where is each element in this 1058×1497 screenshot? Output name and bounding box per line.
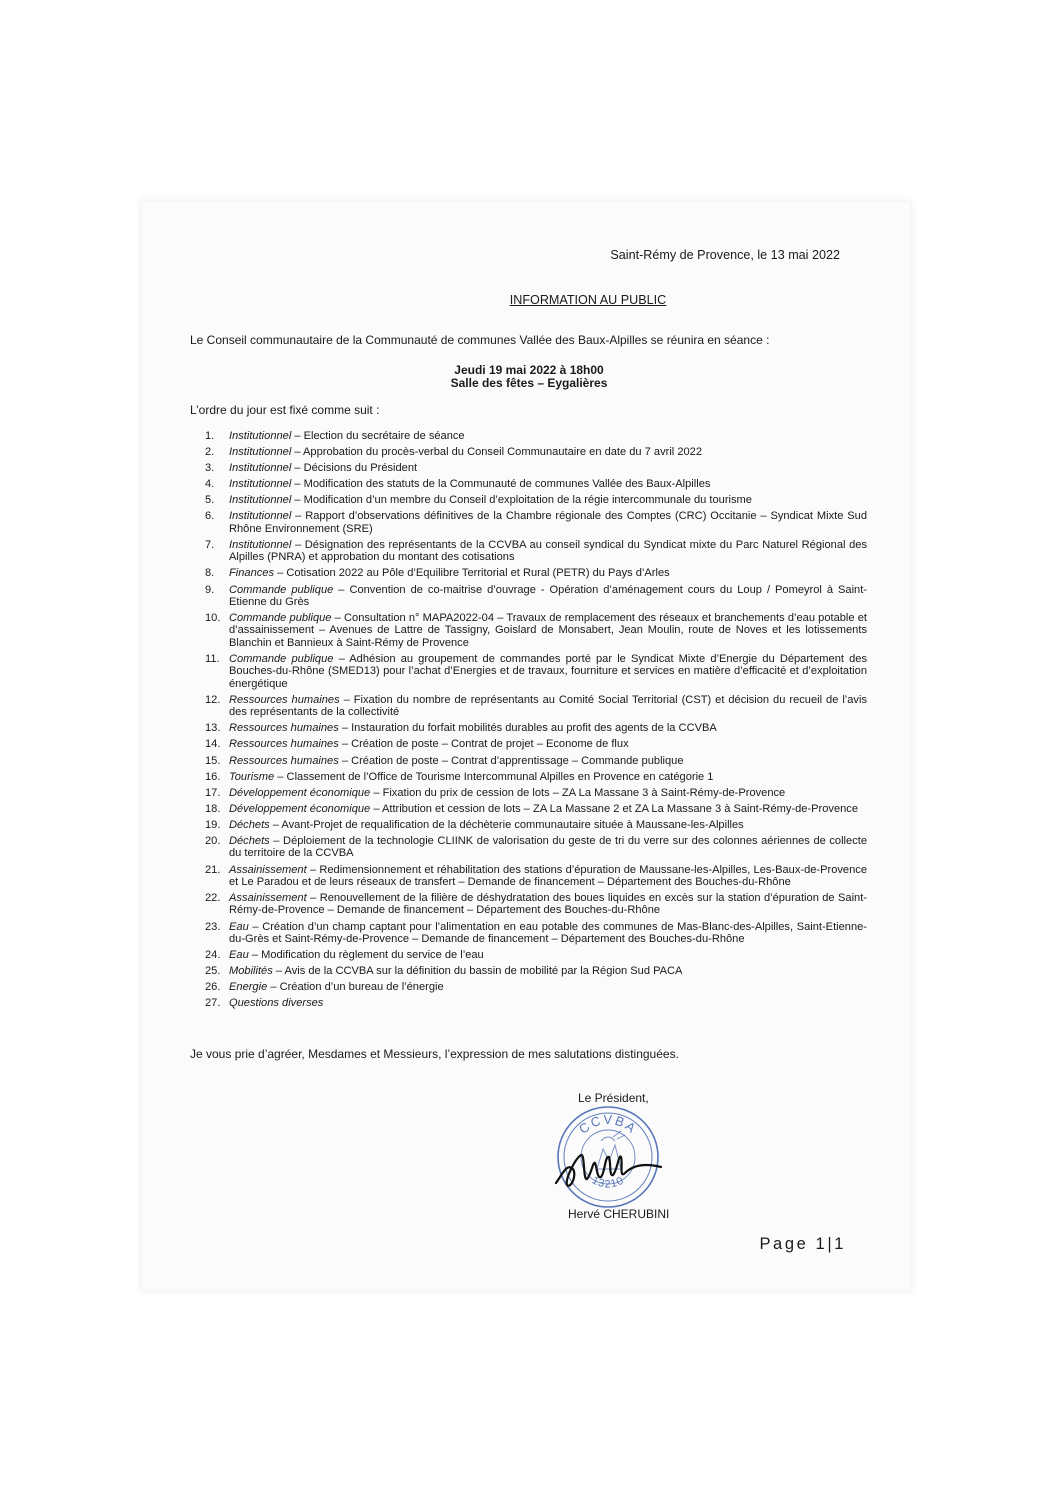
agenda-item-category: Ressources humaines bbox=[229, 693, 340, 706]
agenda-item-number: 21. bbox=[205, 863, 221, 876]
agenda-item-text: – Fixation du nombre de représentants au Comité Social Territorial (CST) et décision du recueil de l’avis des représentants de la collectivité bbox=[229, 693, 867, 719]
svg-text:CCVBA bbox=[576, 1112, 640, 1137]
agenda-item-text: – Modification d’un membre du Conseil d’exploitation de la régie intercommunale du tourisme bbox=[291, 494, 752, 507]
agenda-item-category: Développement économique bbox=[229, 786, 371, 799]
agenda-item-number: 24. bbox=[205, 949, 221, 962]
agenda-item-category: Institutionnel bbox=[229, 478, 292, 491]
agenda-item-number: 11. bbox=[205, 652, 220, 665]
agenda-item bbox=[205, 430, 867, 442]
agenda-item-text: – Modification des statuts de la Communauté de communes Vallée des Baux-Alpilles bbox=[291, 478, 711, 491]
agenda-item bbox=[205, 612, 867, 649]
agenda-item-category: Déchets bbox=[229, 835, 270, 848]
agenda-item-category: Energie bbox=[229, 981, 268, 994]
agenda-item bbox=[205, 462, 867, 474]
agenda-item-text: – Rapport d’observations définitives de la Chambre régionale des Comptes (CRC) Occitanie – Syndicat Mixte Sud Rhône Environnement (SRE) bbox=[229, 510, 867, 535]
agenda-item-text: – Désignation des représentants de la CCVBA au conseil syndical du Syndicat mixte du Parc Naturel Régional des Alpilles (PNRA) et approbation du montant des cotisations bbox=[229, 538, 867, 564]
agenda-item bbox=[205, 892, 867, 917]
agenda-item-number: 27. bbox=[205, 997, 221, 1010]
agenda-item-number: 4. bbox=[205, 478, 215, 491]
agenda-item bbox=[205, 835, 867, 860]
agenda-item-category: Questions diverses bbox=[229, 997, 324, 1010]
agenda-item-text: – Cotisation 2022 au Pôle d’Equilibre Territorial et Rural (PETR) du Pays d’Arles bbox=[274, 567, 670, 580]
agenda-item bbox=[205, 819, 867, 831]
agenda-item bbox=[205, 949, 867, 961]
agenda-item-text: – Avant-Projet de requalification de la déchèterie communautaire située à Maussane-les-Alpilles bbox=[269, 818, 744, 831]
agenda-item-number: 9. bbox=[205, 583, 215, 596]
agenda-item-number: 23. bbox=[205, 920, 221, 933]
agenda-item-number: 22. bbox=[205, 892, 221, 905]
stamp-top-text: CCVBA bbox=[575, 1111, 641, 1137]
agenda-item-number: 26. bbox=[205, 981, 221, 994]
intro-paragraph: Le Conseil communautaire de la Communauté de communes Vallée des Baux-Alpilles se réunira en séance : bbox=[190, 333, 770, 347]
agenda-item bbox=[205, 446, 867, 458]
agenda-item-number: 19. bbox=[205, 818, 221, 831]
agenda-item-text: – Modification du règlement du service de l’eau bbox=[248, 949, 484, 962]
agenda-item-category: Tourisme bbox=[229, 770, 275, 783]
agenda-item-text: – Fixation du prix de cession de lots – ZA La Massane 3 à Saint-Rémy-de-Provence bbox=[370, 786, 786, 799]
agenda-item-number: 5. bbox=[205, 494, 215, 507]
agenda-item-text: – Redimensionnement et réhabilitation des stations d’épuration de Maussane-les-Alpilles, Les-Baux-de-Provence et Le Paradou et de leurs réseaux de transfert – Demande de financement – Département des Bouches-du-Rhône bbox=[229, 863, 867, 888]
agenda-item bbox=[205, 478, 867, 490]
agenda-item-number: 6. bbox=[205, 510, 215, 523]
agenda-item-text: – Renouvellement de la filière de déshydratation des boues liquides en excès sur la station d’épuration de Saint-Rémy-de-Provence – Demande de financement – Département des Bouches-du-Rhône bbox=[229, 892, 867, 917]
agenda-item-category: Institutionnel bbox=[229, 494, 292, 507]
agenda-item-category: Ressources humaines bbox=[229, 722, 339, 735]
agenda-item-category: Ressources humaines bbox=[229, 754, 339, 767]
signature-title: Le Président, bbox=[578, 1091, 649, 1105]
agenda-item-text: – Décisions du Président bbox=[291, 462, 418, 475]
agenda-item-category: Commande publique bbox=[229, 583, 334, 596]
agenda-item-number: 12. bbox=[205, 693, 221, 706]
agenda-item-category: Commande publique bbox=[229, 652, 334, 665]
agenda-item-number: 13. bbox=[205, 722, 221, 735]
agenda-item-text: – Consultation n° MAPA2022-04 – Travaux de remplacement des réseaux et branchements d’eau potable et d’assainissement – Avenues de Lattre de Tassigny, Goislard de Monsabert, Jean Moulin, route de Noves et les lotissements Blanchin et Bannieux à Saint-Rémy de Provence bbox=[229, 612, 868, 649]
agenda-item-text: – Création de poste – Contrat d’apprentissage – Commande publique bbox=[338, 754, 684, 767]
agenda-item bbox=[205, 510, 867, 535]
agenda-item-number: 7. bbox=[205, 538, 215, 551]
agenda-item bbox=[205, 997, 867, 1009]
agenda-item-number: 10. bbox=[205, 612, 221, 625]
agenda-item bbox=[205, 803, 867, 815]
agenda-item bbox=[205, 722, 867, 734]
agenda-item-number: 18. bbox=[205, 802, 221, 815]
agenda-item-category: Ressources humaines bbox=[229, 738, 339, 751]
agenda-item-text: – Adhésion au groupement de commandes porté par le Syndicat Mixte d’Energie du Département des Bouches-du-Rhône (SMED13) pour l’achat d’Energies et de travaux, fourniture et services en matière d’efficacité et d’exploitation énergétique bbox=[229, 652, 867, 690]
agenda-item-category: Assainissement bbox=[229, 863, 307, 876]
agenda-item-text: – Création de poste – Contrat de projet – Econome de flux bbox=[338, 738, 629, 751]
agenda-item-category: Mobilités bbox=[229, 965, 273, 978]
agenda-item-text: – Avis de la CCVBA sur la définition du bassin de mobilité par la Région Sud PACA bbox=[272, 965, 683, 978]
agenda-item-number: 2. bbox=[205, 446, 215, 459]
agenda-item-category: Finances bbox=[229, 567, 275, 580]
agenda-item-number: 25. bbox=[205, 965, 221, 978]
agenda-item-category: Institutionnel bbox=[229, 446, 292, 459]
agenda-item bbox=[205, 755, 867, 767]
agenda-item-category: Assainissement bbox=[229, 892, 307, 905]
agenda-list bbox=[205, 430, 867, 1013]
document-heading: INFORMATION AU PUBLIC bbox=[509, 293, 667, 307]
agenda-item-category: Institutionnel bbox=[229, 462, 292, 475]
stamp-bottom-text: 13210 bbox=[589, 1174, 627, 1191]
meeting-venue: Salle des fêtes – Eygalières bbox=[450, 376, 608, 390]
agenda-item bbox=[205, 653, 867, 690]
agenda-intro: L’ordre du jour est fixé comme suit : bbox=[190, 403, 380, 417]
meeting-date: Jeudi 19 mai 2022 à 18h00 bbox=[454, 363, 604, 377]
agenda-item-category: Eau bbox=[229, 949, 249, 962]
agenda-item-category: Déchets bbox=[229, 818, 270, 831]
agenda-item-text: – Instauration du forfait mobilités durables au profit des agents de la CCVBA bbox=[338, 722, 717, 735]
agenda-item bbox=[205, 864, 867, 889]
agenda-item-number: 8. bbox=[205, 567, 215, 580]
agenda-item-text: – Déploiement de la technologie CLIINK de valorisation du geste de tri du verre sur des colonnes aériennes de collecte du territoire de la CCVBA bbox=[229, 835, 867, 860]
agenda-item-category: Commande publique bbox=[229, 612, 332, 625]
signer-name: Hervé CHERUBINI bbox=[568, 1207, 670, 1221]
agenda-item-number: 14. bbox=[205, 738, 221, 751]
agenda-item-number: 15. bbox=[205, 754, 221, 767]
date-line: Saint-Rémy de Provence, le 13 mai 2022 bbox=[610, 248, 840, 262]
agenda-item-text: – Election du secrétaire de séance bbox=[291, 430, 465, 442]
agenda-item-number: 17. bbox=[205, 786, 221, 799]
agenda-item-number: 3. bbox=[205, 462, 215, 475]
svg-text:13210 bbox=[590, 1174, 627, 1190]
agenda-item-text: – Création d’un bureau de l’énergie bbox=[267, 981, 444, 994]
ccvba-seal-icon bbox=[553, 1103, 663, 1211]
agenda-item-number: 16. bbox=[205, 770, 221, 783]
agenda-item bbox=[205, 694, 867, 719]
agenda-item-number: 20. bbox=[205, 835, 221, 848]
agenda-item-category: Institutionnel bbox=[229, 430, 292, 442]
agenda-item-text: – Attribution et cession de lots – ZA La Massane 2 et ZA La Massane 3 à Saint-Rémy-de-Provence bbox=[370, 802, 859, 815]
agenda-item-number: 1. bbox=[205, 430, 215, 442]
closing-salutation: Je vous prie d’agréer, Mesdames et Messieurs, l’expression de mes salutations distinguées. bbox=[190, 1047, 679, 1061]
agenda-item-category: Institutionnel bbox=[229, 538, 292, 551]
agenda-item bbox=[205, 567, 867, 579]
agenda-item bbox=[205, 981, 867, 993]
agenda-item bbox=[205, 584, 867, 609]
agenda-item-text: – Approbation du procès-verbal du Conseil Communautaire en date du 7 avril 2022 bbox=[291, 446, 703, 459]
agenda-item-text: – Classement de l’Office de Tourisme Intercommunal Alpilles en Provence en catégorie 1 bbox=[274, 770, 714, 783]
agenda-item bbox=[205, 738, 867, 750]
agenda-item bbox=[205, 539, 867, 564]
agenda-item bbox=[205, 787, 867, 799]
agenda-item bbox=[205, 771, 867, 783]
agenda-item bbox=[205, 494, 867, 506]
agenda-item-category: Institutionnel bbox=[229, 510, 292, 523]
agenda-item bbox=[205, 921, 867, 946]
agenda-item-category: Développement économique bbox=[229, 802, 371, 815]
agenda-item-category: Eau bbox=[229, 920, 249, 933]
agenda-item-text: – Convention de co-maitrise d’ouvrage - Opération d’aménagement cours du Loup / Pomeyrol à Saint-Etienne du Grès bbox=[229, 583, 868, 608]
agenda-item bbox=[205, 965, 867, 977]
agenda-item-text: – Création d’un champ captant pour l’alimentation en eau potable des communes de Mas-Blanc-des-Alpilles, Saint-Etienne-du-Grès et Saint-Rémy-de-Provence – Demande de financement – Département des Bouches-du-Rhône bbox=[229, 920, 867, 945]
page-number: Page 1|1 bbox=[759, 1235, 846, 1253]
